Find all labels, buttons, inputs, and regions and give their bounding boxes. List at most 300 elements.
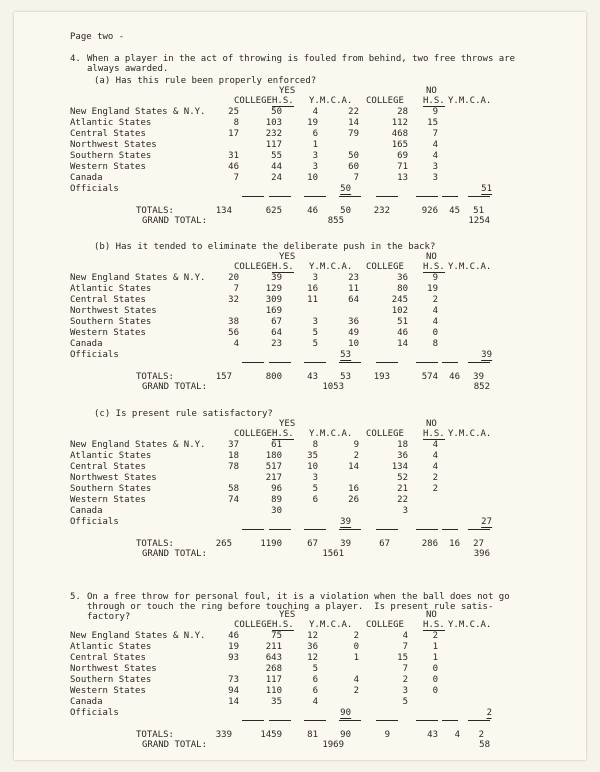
- table-cell: 5: [402, 697, 408, 707]
- table-cell: 46: [228, 631, 239, 641]
- table-cell: 4: [432, 140, 438, 150]
- table-cell: 13: [397, 173, 408, 183]
- table-cell: 3: [312, 473, 318, 483]
- table-cell: 0: [432, 664, 438, 674]
- total-value: 2: [478, 730, 484, 740]
- officials-label: Officials: [70, 184, 119, 194]
- table-cell: 3: [312, 273, 318, 283]
- row-region: Atlantic States: [70, 284, 152, 294]
- table-cell: 5: [312, 339, 318, 349]
- total-rule: [269, 720, 291, 721]
- column-header: COLLEGE: [234, 620, 272, 630]
- total-value: 53: [340, 372, 351, 382]
- table-cell: 18: [397, 440, 408, 450]
- grand-total-yes: 855: [327, 216, 344, 226]
- no-label: NO: [426, 86, 437, 96]
- table-cell: 36: [397, 451, 408, 461]
- grand-total-label: GRAND TOTAL:: [142, 216, 208, 226]
- table-cell: 117: [265, 140, 282, 150]
- officials-yes: 50: [340, 184, 351, 194]
- table-cell: 110: [265, 686, 282, 696]
- table-cell: 217: [265, 473, 282, 483]
- total-rule: [442, 362, 458, 363]
- grand-total-no: 396: [473, 549, 490, 559]
- table-cell: 39: [271, 273, 282, 283]
- question-5-text-cont2: factory?: [87, 612, 131, 622]
- table-cell: 10: [307, 173, 318, 183]
- officials-yes: 53: [340, 350, 351, 360]
- table-cell: 7: [353, 173, 359, 183]
- table-cell: 80: [397, 284, 408, 294]
- row-region: Western States: [70, 328, 146, 338]
- table-cell: 12: [307, 653, 318, 663]
- row-region: Southern States: [70, 484, 152, 494]
- table-cell: 9: [353, 440, 359, 450]
- column-header: Y.M.C.A.: [309, 429, 353, 439]
- table-cell: 61: [271, 440, 282, 450]
- column-header: COLLEGE: [366, 429, 404, 439]
- row-region: Southern States: [70, 317, 152, 327]
- total-value: 800: [265, 372, 282, 382]
- grand-total-no: 852: [473, 382, 490, 392]
- table-cell: 14: [348, 118, 359, 128]
- column-header: COLLEGE: [366, 262, 404, 272]
- row-region: Southern States: [70, 151, 152, 161]
- table-cell: 19: [228, 642, 239, 652]
- table-cell: 51: [397, 317, 408, 327]
- table-cell: 0: [432, 686, 438, 696]
- yes-label: YES: [279, 610, 296, 620]
- total-value: 265: [215, 539, 232, 549]
- total-value: 43: [427, 730, 438, 740]
- total-value: 45: [449, 206, 460, 216]
- total-value: 51: [473, 206, 484, 216]
- column-header: Y.M.C.A.: [448, 429, 492, 439]
- table-cell: 58: [228, 484, 239, 494]
- table-cell: 7: [432, 129, 438, 139]
- table-cell: 7: [233, 284, 239, 294]
- table-cell: 23: [271, 339, 282, 349]
- column-header: H.S.: [423, 96, 445, 106]
- table-cell: 37: [228, 440, 239, 450]
- table-cell: 6: [312, 129, 318, 139]
- table-cell: 169: [265, 306, 282, 316]
- total-rule: [269, 529, 291, 530]
- table-cell: 180: [265, 451, 282, 461]
- table-cell: 75: [271, 631, 282, 641]
- table-cell: 4: [432, 317, 438, 327]
- total-value: 39: [473, 372, 484, 382]
- section-prompt: (b) Has it tended to eliminate the deliberate push in the back?: [94, 242, 436, 252]
- totals-label: TOTALS:: [136, 539, 174, 549]
- table-cell: 35: [307, 451, 318, 461]
- table-cell: 165: [391, 140, 408, 150]
- table-cell: 3: [402, 506, 408, 516]
- table-cell: 0: [432, 675, 438, 685]
- table-cell: 64: [271, 328, 282, 338]
- table-cell: 16: [348, 484, 359, 494]
- total-value: 926: [421, 206, 438, 216]
- row-region: Canada: [70, 506, 103, 516]
- total-value: 46: [307, 206, 318, 216]
- column-header: H.S.: [423, 262, 445, 272]
- table-cell: 8: [233, 118, 239, 128]
- table-cell: 17: [228, 129, 239, 139]
- row-region: Northwest States: [70, 664, 157, 674]
- table-cell: 19: [427, 284, 438, 294]
- officials-no: 2: [486, 708, 492, 718]
- table-cell: 32: [228, 295, 239, 305]
- table-cell: 7: [402, 664, 408, 674]
- total-rule: [376, 362, 398, 363]
- table-cell: 96: [271, 484, 282, 494]
- total-rule: [416, 196, 438, 197]
- table-cell: 268: [265, 664, 282, 674]
- column-header: Y.M.C.A.: [309, 620, 353, 630]
- total-rule: [304, 720, 326, 721]
- totals-label: TOTALS:: [136, 206, 174, 216]
- total-value: 232: [373, 206, 390, 216]
- total-value: 625: [265, 206, 282, 216]
- table-cell: 46: [397, 328, 408, 338]
- column-header: H.S.: [272, 429, 294, 439]
- table-cell: 6: [312, 495, 318, 505]
- total-rule: [442, 720, 458, 721]
- total-value: 39: [340, 539, 351, 549]
- total-rule: [304, 362, 326, 363]
- row-region: Atlantic States: [70, 451, 152, 461]
- table-cell: 4: [312, 107, 318, 117]
- section-prompt: (a) Has this rule been properly enforced?: [94, 76, 317, 86]
- total-value: 46: [449, 372, 460, 382]
- table-cell: 18: [228, 451, 239, 461]
- question-5-number: 5.: [70, 592, 81, 602]
- table-cell: 38: [228, 317, 239, 327]
- total-value: 4: [454, 730, 460, 740]
- officials-no: 39: [481, 350, 492, 360]
- total-value: 43: [307, 372, 318, 382]
- table-cell: 19: [307, 118, 318, 128]
- total-rule: [242, 529, 264, 530]
- total-rule: [442, 529, 458, 530]
- total-value: 67: [307, 539, 318, 549]
- column-header: H.S.: [272, 620, 294, 630]
- table-cell: 55: [271, 151, 282, 161]
- grand-total-yes: 1053: [322, 382, 344, 392]
- no-label: NO: [426, 419, 437, 429]
- row-region: Central States: [70, 653, 146, 663]
- document-page: [14, 12, 586, 760]
- table-cell: 2: [353, 686, 359, 696]
- table-cell: 232: [265, 129, 282, 139]
- column-header: COLLEGE: [234, 262, 272, 272]
- table-cell: 10: [348, 339, 359, 349]
- officials-label: Officials: [70, 350, 119, 360]
- total-value: 27: [473, 539, 484, 549]
- table-cell: 211: [265, 642, 282, 652]
- total-rule: [376, 720, 398, 721]
- officials-yes: 90: [340, 708, 351, 718]
- table-cell: 9: [432, 273, 438, 283]
- table-cell: 52: [397, 473, 408, 483]
- table-cell: 4: [432, 151, 438, 161]
- table-cell: 11: [348, 284, 359, 294]
- officials-no: 51: [481, 184, 492, 194]
- table-cell: 3: [432, 173, 438, 183]
- table-cell: 4: [432, 440, 438, 450]
- table-cell: 24: [271, 173, 282, 183]
- table-cell: 1: [312, 140, 318, 150]
- totals-label: TOTALS:: [136, 730, 174, 740]
- total-rule: [242, 720, 264, 721]
- row-region: Western States: [70, 495, 146, 505]
- table-cell: 6: [312, 686, 318, 696]
- total-rule: [339, 720, 361, 721]
- table-cell: 11: [307, 295, 318, 305]
- officials-label: Officials: [70, 708, 119, 718]
- table-cell: 0: [432, 328, 438, 338]
- yes-label: YES: [279, 419, 296, 429]
- table-cell: 93: [228, 653, 239, 663]
- total-rule: [376, 196, 398, 197]
- table-cell: 67: [271, 317, 282, 327]
- table-cell: 22: [348, 107, 359, 117]
- total-value: 193: [373, 372, 390, 382]
- table-cell: 2: [432, 484, 438, 494]
- grand-total-label: GRAND TOTAL:: [142, 740, 208, 750]
- table-cell: 2: [353, 451, 359, 461]
- column-header: H.S.: [423, 429, 445, 439]
- table-cell: 49: [348, 328, 359, 338]
- table-cell: 36: [307, 642, 318, 652]
- grand-total-label: GRAND TOTAL:: [142, 549, 208, 559]
- table-cell: 9: [432, 107, 438, 117]
- total-rule: [442, 196, 458, 197]
- row-region: Northwest States: [70, 473, 157, 483]
- column-header: Y.M.C.A.: [448, 262, 492, 272]
- table-cell: 3: [312, 151, 318, 161]
- officials-label: Officials: [70, 517, 119, 527]
- column-header: COLLEGE: [234, 429, 272, 439]
- table-cell: 23: [348, 273, 359, 283]
- table-cell: 2: [402, 675, 408, 685]
- table-cell: 3: [312, 317, 318, 327]
- table-cell: 5: [312, 484, 318, 494]
- table-cell: 64: [348, 295, 359, 305]
- row-region: New England States & N.Y.: [70, 273, 206, 283]
- total-rule: [339, 529, 361, 530]
- table-cell: 74: [228, 495, 239, 505]
- table-cell: 134: [391, 462, 408, 472]
- total-rule: [416, 529, 438, 530]
- table-cell: 14: [228, 697, 239, 707]
- table-cell: 7: [402, 642, 408, 652]
- question-4-text: When a player in the act of throwing is fouled from behind, two free throws are: [87, 54, 516, 64]
- row-region: New England States & N.Y.: [70, 440, 206, 450]
- table-cell: 60: [348, 162, 359, 172]
- table-cell: 4: [432, 306, 438, 316]
- table-cell: 36: [348, 317, 359, 327]
- column-header: H.S.: [423, 620, 445, 630]
- column-header: H.S.: [272, 96, 294, 106]
- row-region: Canada: [70, 173, 103, 183]
- total-value: 286: [421, 539, 438, 549]
- table-cell: 94: [228, 686, 239, 696]
- no-label: NO: [426, 252, 437, 262]
- table-cell: 129: [265, 284, 282, 294]
- grand-total-label: GRAND TOTAL:: [142, 382, 208, 392]
- table-cell: 4: [353, 675, 359, 685]
- row-region: Atlantic States: [70, 642, 152, 652]
- table-cell: 7: [233, 173, 239, 183]
- table-cell: 3: [312, 162, 318, 172]
- grand-total-yes: 1561: [322, 549, 344, 559]
- column-header: COLLEGE: [234, 96, 272, 106]
- row-region: Western States: [70, 162, 146, 172]
- total-rule: [242, 196, 264, 197]
- row-region: Canada: [70, 697, 103, 707]
- row-region: Western States: [70, 686, 146, 696]
- column-header: COLLEGE: [366, 620, 404, 630]
- table-cell: 79: [348, 129, 359, 139]
- total-value: 16: [449, 539, 460, 549]
- table-cell: 35: [271, 697, 282, 707]
- table-cell: 46: [228, 162, 239, 172]
- table-cell: 4: [432, 451, 438, 461]
- total-value: 81: [307, 730, 318, 740]
- total-rule: [339, 362, 361, 363]
- table-cell: 12: [307, 631, 318, 641]
- no-label: NO: [426, 610, 437, 620]
- officials-no: 27: [481, 517, 492, 527]
- total-rule: [339, 196, 361, 197]
- question-4-number: 4.: [70, 54, 81, 64]
- column-header: Y.M.C.A.: [448, 620, 492, 630]
- totals-label: TOTALS:: [136, 372, 174, 382]
- grand-total-yes: 1969: [322, 740, 344, 750]
- table-cell: 28: [397, 107, 408, 117]
- table-cell: 20: [228, 273, 239, 283]
- table-cell: 25: [228, 107, 239, 117]
- total-rule: [376, 529, 398, 530]
- table-cell: 2: [432, 473, 438, 483]
- table-cell: 103: [265, 118, 282, 128]
- table-cell: 8: [432, 339, 438, 349]
- officials-yes: 39: [340, 517, 351, 527]
- table-cell: 117: [265, 675, 282, 685]
- yes-label: YES: [279, 86, 296, 96]
- table-cell: 468: [391, 129, 408, 139]
- row-region: Atlantic States: [70, 118, 152, 128]
- table-cell: 50: [271, 107, 282, 117]
- row-region: New England States & N.Y.: [70, 107, 206, 117]
- total-value: 134: [215, 206, 232, 216]
- table-cell: 245: [391, 295, 408, 305]
- table-cell: 309: [265, 295, 282, 305]
- row-region: Central States: [70, 295, 146, 305]
- total-rule: [269, 196, 291, 197]
- table-cell: 0: [353, 642, 359, 652]
- row-region: Northwest States: [70, 140, 157, 150]
- table-cell: 22: [397, 495, 408, 505]
- table-cell: 4: [233, 339, 239, 349]
- total-rule: [304, 196, 326, 197]
- table-cell: 21: [397, 484, 408, 494]
- column-header: COLLEGE: [366, 96, 404, 106]
- table-cell: 15: [427, 118, 438, 128]
- total-rule: [468, 720, 490, 721]
- table-cell: 56: [228, 328, 239, 338]
- table-cell: 102: [391, 306, 408, 316]
- question-4-text-cont: always awarded.: [87, 64, 169, 74]
- table-cell: 4: [402, 631, 408, 641]
- total-rule: [468, 529, 490, 530]
- table-cell: 4: [312, 697, 318, 707]
- table-cell: 1: [432, 653, 438, 663]
- table-cell: 10: [307, 462, 318, 472]
- table-cell: 6: [312, 675, 318, 685]
- row-region: Central States: [70, 129, 146, 139]
- table-cell: 5: [312, 664, 318, 674]
- table-cell: 14: [397, 339, 408, 349]
- table-cell: 69: [397, 151, 408, 161]
- total-value: 157: [215, 372, 232, 382]
- table-cell: 26: [348, 495, 359, 505]
- row-region: Southern States: [70, 675, 152, 685]
- table-cell: 15: [397, 653, 408, 663]
- total-value: 9: [384, 730, 390, 740]
- total-value: 50: [340, 206, 351, 216]
- row-region: New England States & N.Y.: [70, 631, 206, 641]
- total-rule: [468, 362, 490, 363]
- total-value: 1190: [260, 539, 282, 549]
- total-rule: [416, 720, 438, 721]
- table-cell: 30: [271, 506, 282, 516]
- table-cell: 3: [432, 162, 438, 172]
- table-cell: 16: [307, 284, 318, 294]
- column-header: Y.M.C.A.: [448, 96, 492, 106]
- page-header: Page two -: [70, 32, 125, 42]
- total-value: 339: [215, 730, 232, 740]
- section-prompt: (c) Is present rule satisfactory?: [94, 409, 273, 419]
- grand-total-no: 1254: [468, 216, 490, 226]
- column-header: Y.M.C.A.: [309, 96, 353, 106]
- table-cell: 73: [228, 675, 239, 685]
- table-cell: 78: [228, 462, 239, 472]
- table-cell: 1: [353, 653, 359, 663]
- table-cell: 5: [312, 328, 318, 338]
- total-rule: [304, 529, 326, 530]
- table-cell: 3: [402, 686, 408, 696]
- column-header: Y.M.C.A.: [309, 262, 353, 272]
- table-cell: 1: [432, 642, 438, 652]
- table-cell: 14: [348, 462, 359, 472]
- grand-total-no: 58: [479, 740, 490, 750]
- table-cell: 517: [265, 462, 282, 472]
- total-rule: [269, 362, 291, 363]
- total-rule: [468, 196, 490, 197]
- table-cell: 8: [312, 440, 318, 450]
- total-value: 1459: [260, 730, 282, 740]
- table-cell: 31: [228, 151, 239, 161]
- table-cell: 4: [432, 462, 438, 472]
- total-rule: [242, 362, 264, 363]
- total-rule: [416, 362, 438, 363]
- table-cell: 36: [397, 273, 408, 283]
- question-5-text-cont: through or touch the ring before touching a player. Is present rule satis-: [87, 602, 494, 612]
- table-cell: 2: [432, 295, 438, 305]
- question-5-text: On a free throw for personal foul, it is a violation when the ball does not go: [87, 592, 510, 602]
